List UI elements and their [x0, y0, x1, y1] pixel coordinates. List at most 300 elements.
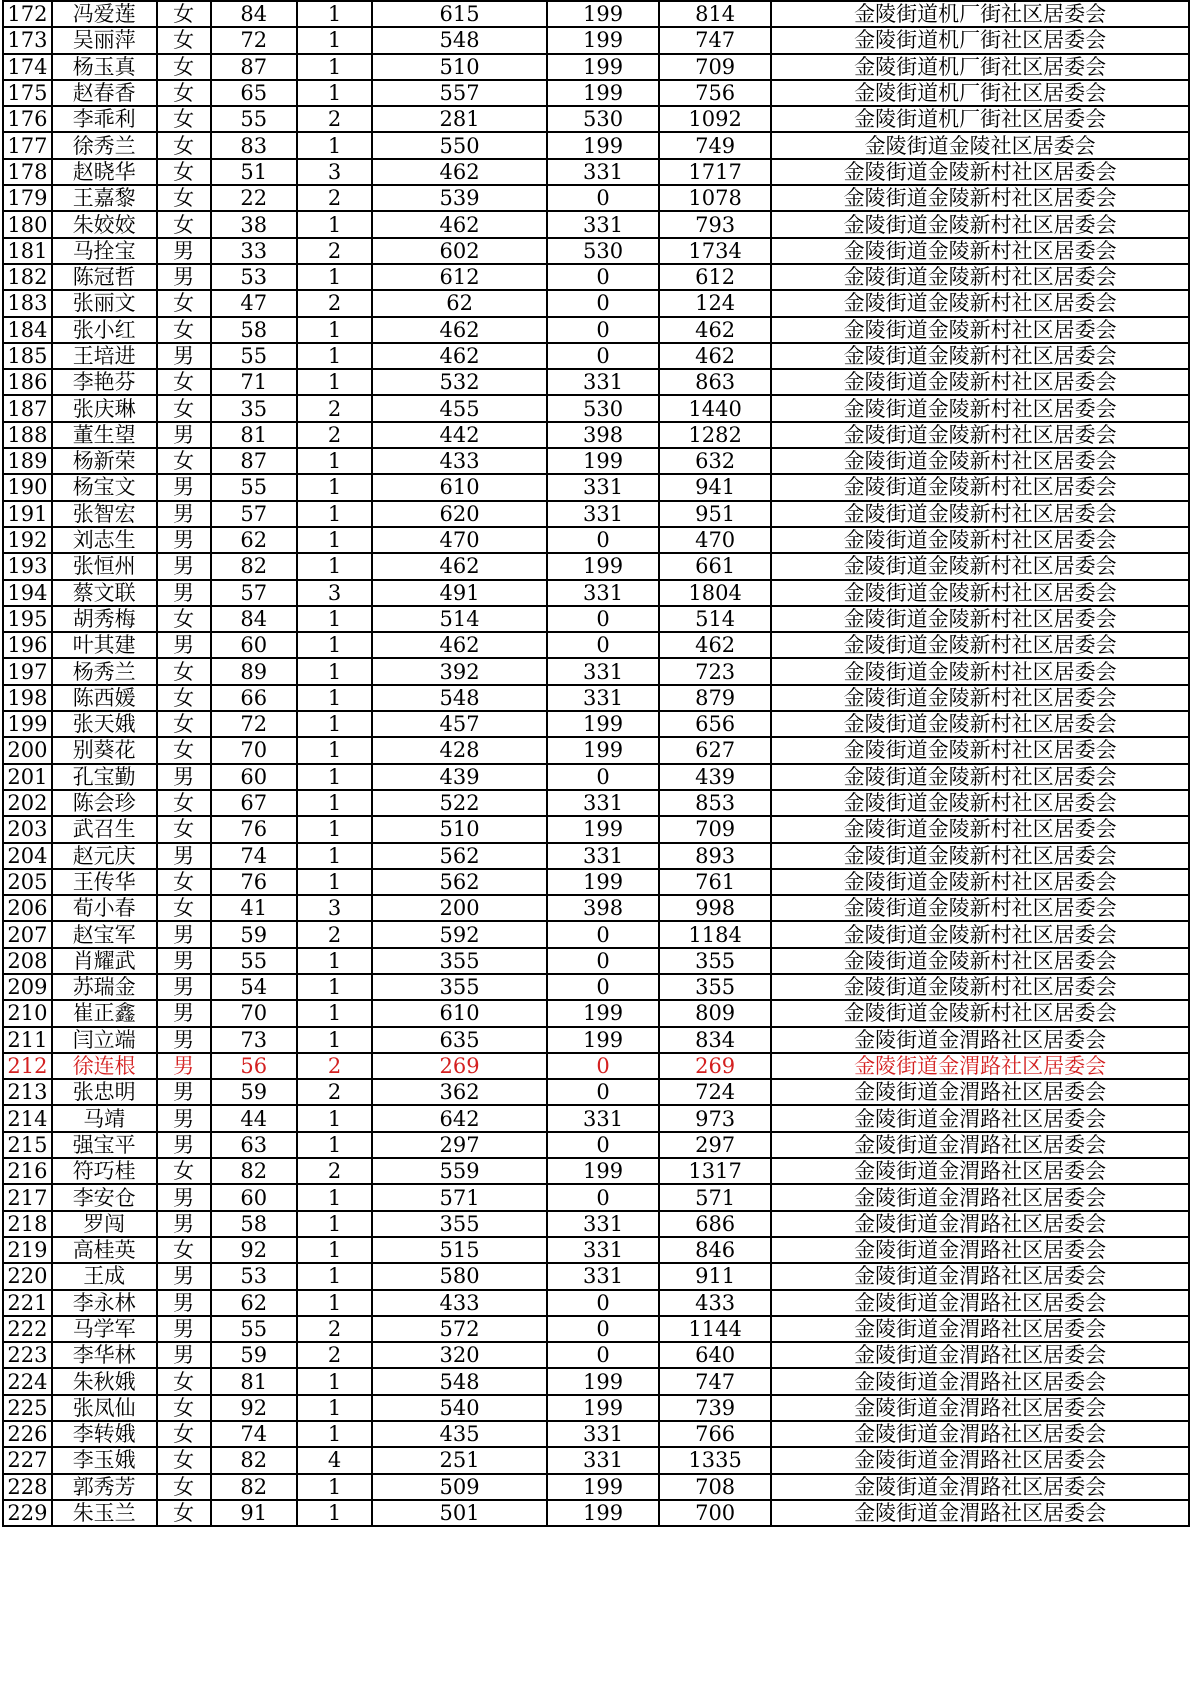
- age-cell: 55: [211, 1316, 297, 1342]
- age-cell: 70: [211, 737, 297, 763]
- community-cell: 金陵街道金渭路社区居委会: [771, 1500, 1189, 1526]
- age-cell: 56: [211, 1053, 297, 1079]
- total-cell: 632: [659, 448, 771, 474]
- table-row: [3, 1263, 1189, 1289]
- total-cell: 462: [659, 632, 771, 658]
- amount-cell: 462: [372, 553, 547, 579]
- age-cell: 83: [211, 132, 297, 158]
- community-cell: 金陵街道金陵社区居委会: [771, 132, 1189, 158]
- total-cell: 708: [659, 1474, 771, 1500]
- amount-cell: 539: [372, 185, 547, 211]
- row-number: 197: [3, 658, 52, 684]
- gender-cell: 女: [157, 106, 211, 132]
- subsidy-cell: 331: [547, 1105, 659, 1131]
- gender-cell: 女: [157, 132, 211, 158]
- community-cell: 金陵街道金陵新村社区居委会: [771, 290, 1189, 316]
- table-row: [3, 290, 1189, 316]
- total-cell: 355: [659, 948, 771, 974]
- table-row: [3, 1474, 1189, 1500]
- subsidy-cell: 199: [547, 1368, 659, 1394]
- subsidy-cell: 331: [547, 1211, 659, 1237]
- household-count-cell: 3: [297, 159, 372, 185]
- household-count-cell: 2: [297, 185, 372, 211]
- gender-cell: 女: [157, 1158, 211, 1184]
- subsidy-cell: 199: [547, 553, 659, 579]
- household-count-cell: 1: [297, 974, 372, 1000]
- row-number: 178: [3, 159, 52, 185]
- age-cell: 58: [211, 317, 297, 343]
- table-row: [3, 238, 1189, 264]
- amount-cell: 615: [372, 1, 547, 27]
- table-row: [3, 27, 1189, 53]
- amount-cell: 635: [372, 1027, 547, 1053]
- gender-cell: 女: [157, 685, 211, 711]
- name-cell: 李乖利: [52, 106, 157, 132]
- community-cell: 金陵街道金陵新村社区居委会: [771, 948, 1189, 974]
- community-cell: 金陵街道金陵新村社区居委会: [771, 711, 1189, 737]
- name-cell: 罗闯: [52, 1211, 157, 1237]
- gender-cell: 女: [157, 80, 211, 106]
- table-row: [3, 974, 1189, 1000]
- table-row: [3, 474, 1189, 500]
- gender-cell: 女: [157, 790, 211, 816]
- table-row: [3, 264, 1189, 290]
- table-row: [3, 685, 1189, 711]
- gender-cell: 男: [157, 921, 211, 947]
- gender-cell: 女: [157, 369, 211, 395]
- subsidy-cell: 0: [547, 1316, 659, 1342]
- household-count-cell: 1: [297, 369, 372, 395]
- gender-cell: 男: [157, 527, 211, 553]
- subsidy-cell: 331: [547, 211, 659, 237]
- subsidy-cell: 199: [547, 448, 659, 474]
- table-row: [3, 553, 1189, 579]
- age-cell: 82: [211, 1447, 297, 1473]
- subsidy-cell: 0: [547, 343, 659, 369]
- subsidy-cell: 0: [547, 1342, 659, 1368]
- gender-cell: 女: [157, 1395, 211, 1421]
- community-cell: 金陵街道金陵新村社区居委会: [771, 580, 1189, 606]
- row-number: 219: [3, 1237, 52, 1263]
- name-cell: 李华林: [52, 1342, 157, 1368]
- table-row: [3, 54, 1189, 80]
- name-cell: 叶其建: [52, 632, 157, 658]
- row-number: 217: [3, 1184, 52, 1210]
- name-cell: 李转娥: [52, 1421, 157, 1447]
- subsidy-cell: 0: [547, 1079, 659, 1105]
- total-cell: 686: [659, 1211, 771, 1237]
- total-cell: 1144: [659, 1316, 771, 1342]
- community-cell: 金陵街道金渭路社区居委会: [771, 1237, 1189, 1263]
- row-number: 199: [3, 711, 52, 737]
- subsidy-cell: 331: [547, 159, 659, 185]
- community-cell: 金陵街道金渭路社区居委会: [771, 1027, 1189, 1053]
- amount-cell: 522: [372, 790, 547, 816]
- table-row: [3, 921, 1189, 947]
- community-cell: 金陵街道金陵新村社区居委会: [771, 843, 1189, 869]
- subsidy-cell: 199: [547, 1027, 659, 1053]
- row-number: 193: [3, 553, 52, 579]
- gender-cell: 男: [157, 632, 211, 658]
- subsidy-cell: 199: [547, 737, 659, 763]
- gender-cell: 女: [157, 895, 211, 921]
- row-number: 183: [3, 290, 52, 316]
- name-cell: 陈西媛: [52, 685, 157, 711]
- table-row: [3, 948, 1189, 974]
- gender-cell: 男: [157, 1027, 211, 1053]
- age-cell: 73: [211, 1027, 297, 1053]
- name-cell: 赵宝军: [52, 921, 157, 947]
- subsidy-cell: 199: [547, 816, 659, 842]
- name-cell: 武召生: [52, 816, 157, 842]
- name-cell: 郭秀芳: [52, 1474, 157, 1500]
- community-cell: 金陵街道金陵新村社区居委会: [771, 790, 1189, 816]
- table-row: [3, 632, 1189, 658]
- age-cell: 67: [211, 790, 297, 816]
- community-cell: 金陵街道金陵新村社区居委会: [771, 737, 1189, 763]
- table-row: [3, 211, 1189, 237]
- name-cell: 陈会珍: [52, 790, 157, 816]
- total-cell: 462: [659, 317, 771, 343]
- name-cell: 强宝平: [52, 1132, 157, 1158]
- table-row: [3, 132, 1189, 158]
- gender-cell: 女: [157, 711, 211, 737]
- subsidy-cell: 199: [547, 1395, 659, 1421]
- amount-cell: 571: [372, 1184, 547, 1210]
- amount-cell: 462: [372, 211, 547, 237]
- gender-cell: 女: [157, 211, 211, 237]
- amount-cell: 562: [372, 869, 547, 895]
- amount-cell: 439: [372, 764, 547, 790]
- total-cell: 1804: [659, 580, 771, 606]
- amount-cell: 550: [372, 132, 547, 158]
- gender-cell: 女: [157, 737, 211, 763]
- subsidy-cell: 331: [547, 1237, 659, 1263]
- table-row: [3, 711, 1189, 737]
- household-count-cell: 1: [297, 1263, 372, 1289]
- age-cell: 53: [211, 1263, 297, 1289]
- household-count-cell: 1: [297, 54, 372, 80]
- household-count-cell: 1: [297, 1211, 372, 1237]
- amount-cell: 642: [372, 1105, 547, 1131]
- age-cell: 81: [211, 1368, 297, 1394]
- amount-cell: 320: [372, 1342, 547, 1368]
- community-cell: 金陵街道金陵新村社区居委会: [771, 395, 1189, 421]
- name-cell: 赵春香: [52, 80, 157, 106]
- total-cell: 470: [659, 527, 771, 553]
- gender-cell: 男: [157, 1263, 211, 1289]
- household-count-cell: 1: [297, 1132, 372, 1158]
- household-count-cell: 2: [297, 238, 372, 264]
- name-cell: 张天娥: [52, 711, 157, 737]
- subsidy-cell: 0: [547, 764, 659, 790]
- row-number: 215: [3, 1132, 52, 1158]
- amount-cell: 62: [372, 290, 547, 316]
- household-count-cell: 1: [297, 816, 372, 842]
- household-count-cell: 1: [297, 764, 372, 790]
- row-number: 179: [3, 185, 52, 211]
- amount-cell: 392: [372, 658, 547, 684]
- table-row: [3, 1500, 1189, 1526]
- amount-cell: 462: [372, 343, 547, 369]
- subsidy-cell: 530: [547, 395, 659, 421]
- subsidy-cell: 331: [547, 501, 659, 527]
- row-number: 184: [3, 317, 52, 343]
- subsidy-cell: 331: [547, 1421, 659, 1447]
- subsidy-cell: 398: [547, 895, 659, 921]
- name-cell: 蔡文联: [52, 580, 157, 606]
- row-number: 181: [3, 238, 52, 264]
- total-cell: 723: [659, 658, 771, 684]
- subsidy-cell: 199: [547, 54, 659, 80]
- gender-cell: 女: [157, 317, 211, 343]
- subsidy-cell: 0: [547, 632, 659, 658]
- row-number: 220: [3, 1263, 52, 1289]
- total-cell: 998: [659, 895, 771, 921]
- community-cell: 金陵街道金陵新村社区居委会: [771, 185, 1189, 211]
- total-cell: 514: [659, 606, 771, 632]
- table-row: [3, 843, 1189, 869]
- gender-cell: 男: [157, 764, 211, 790]
- amount-cell: 548: [372, 1368, 547, 1394]
- table-row: [3, 790, 1189, 816]
- gender-cell: 女: [157, 1421, 211, 1447]
- age-cell: 60: [211, 1184, 297, 1210]
- gender-cell: 男: [157, 553, 211, 579]
- community-cell: 金陵街道金陵新村社区居委会: [771, 869, 1189, 895]
- total-cell: 834: [659, 1027, 771, 1053]
- community-cell: 金陵街道金陵新村社区居委会: [771, 553, 1189, 579]
- amount-cell: 602: [372, 238, 547, 264]
- amount-cell: 269: [372, 1053, 547, 1079]
- subsidy-cell: 199: [547, 1, 659, 27]
- age-cell: 91: [211, 1500, 297, 1526]
- age-cell: 33: [211, 238, 297, 264]
- age-cell: 55: [211, 343, 297, 369]
- total-cell: 1734: [659, 238, 771, 264]
- community-cell: 金陵街道金渭路社区居委会: [771, 1211, 1189, 1237]
- row-number: 226: [3, 1421, 52, 1447]
- total-cell: 739: [659, 1395, 771, 1421]
- name-cell: 马学军: [52, 1316, 157, 1342]
- community-cell: 金陵街道机厂街社区居委会: [771, 106, 1189, 132]
- age-cell: 72: [211, 711, 297, 737]
- amount-cell: 355: [372, 974, 547, 1000]
- amount-cell: 435: [372, 1421, 547, 1447]
- total-cell: 1335: [659, 1447, 771, 1473]
- amount-cell: 620: [372, 501, 547, 527]
- table-row: [3, 1132, 1189, 1158]
- gender-cell: 男: [157, 1211, 211, 1237]
- name-cell: 冯爱莲: [52, 1, 157, 27]
- household-count-cell: 1: [297, 843, 372, 869]
- age-cell: 89: [211, 658, 297, 684]
- row-number: 187: [3, 395, 52, 421]
- amount-cell: 532: [372, 369, 547, 395]
- total-cell: 951: [659, 501, 771, 527]
- community-cell: 金陵街道金陵新村社区居委会: [771, 317, 1189, 343]
- age-cell: 59: [211, 1079, 297, 1105]
- gender-cell: 男: [157, 238, 211, 264]
- table-row: [3, 1053, 1189, 1079]
- table-row: [3, 395, 1189, 421]
- amount-cell: 501: [372, 1500, 547, 1526]
- age-cell: 63: [211, 1132, 297, 1158]
- amount-cell: 455: [372, 395, 547, 421]
- gender-cell: 女: [157, 1, 211, 27]
- gender-cell: 男: [157, 1053, 211, 1079]
- household-count-cell: 1: [297, 264, 372, 290]
- name-cell: 李永林: [52, 1290, 157, 1316]
- subsidy-cell: 199: [547, 869, 659, 895]
- household-count-cell: 1: [297, 211, 372, 237]
- community-cell: 金陵街道金陵新村社区居委会: [771, 816, 1189, 842]
- gender-cell: 男: [157, 422, 211, 448]
- name-cell: 李安仓: [52, 1184, 157, 1210]
- row-number: 221: [3, 1290, 52, 1316]
- row-number: 211: [3, 1027, 52, 1053]
- amount-cell: 562: [372, 843, 547, 869]
- amount-cell: 433: [372, 448, 547, 474]
- community-cell: 金陵街道金陵新村社区居委会: [771, 159, 1189, 185]
- household-count-cell: 1: [297, 132, 372, 158]
- age-cell: 72: [211, 27, 297, 53]
- name-cell: 高桂英: [52, 1237, 157, 1263]
- household-count-cell: 2: [297, 395, 372, 421]
- gender-cell: 女: [157, 606, 211, 632]
- community-cell: 金陵街道金渭路社区居委会: [771, 1316, 1189, 1342]
- total-cell: 1184: [659, 921, 771, 947]
- row-number: 210: [3, 1000, 52, 1026]
- household-count-cell: 1: [297, 1290, 372, 1316]
- row-number: 207: [3, 921, 52, 947]
- age-cell: 74: [211, 843, 297, 869]
- name-cell: 符巧桂: [52, 1158, 157, 1184]
- household-count-cell: 1: [297, 658, 372, 684]
- age-cell: 44: [211, 1105, 297, 1131]
- subsidy-cell: 398: [547, 422, 659, 448]
- name-cell: 朱玉兰: [52, 1500, 157, 1526]
- community-cell: 金陵街道金陵新村社区居委会: [771, 238, 1189, 264]
- amount-cell: 510: [372, 816, 547, 842]
- table-row: [3, 422, 1189, 448]
- household-count-cell: 2: [297, 422, 372, 448]
- row-number: 208: [3, 948, 52, 974]
- name-cell: 吴丽萍: [52, 27, 157, 53]
- total-cell: 756: [659, 80, 771, 106]
- household-count-cell: 1: [297, 1105, 372, 1131]
- age-cell: 60: [211, 764, 297, 790]
- community-cell: 金陵街道金渭路社区居委会: [771, 1132, 1189, 1158]
- total-cell: 124: [659, 290, 771, 316]
- community-cell: 金陵街道金渭路社区居委会: [771, 1079, 1189, 1105]
- table-row: [3, 895, 1189, 921]
- table-row: [3, 1211, 1189, 1237]
- age-cell: 84: [211, 606, 297, 632]
- name-cell: 张庆琳: [52, 395, 157, 421]
- age-cell: 59: [211, 1342, 297, 1368]
- gender-cell: 女: [157, 159, 211, 185]
- total-cell: 269: [659, 1053, 771, 1079]
- amount-cell: 548: [372, 27, 547, 53]
- subsidy-cell: 199: [547, 1474, 659, 1500]
- subsidy-cell: 199: [547, 711, 659, 737]
- table-row: [3, 1342, 1189, 1368]
- household-count-cell: 1: [297, 1395, 372, 1421]
- row-number: 213: [3, 1079, 52, 1105]
- total-cell: 1317: [659, 1158, 771, 1184]
- table-row: [3, 317, 1189, 343]
- amount-cell: 580: [372, 1263, 547, 1289]
- total-cell: 462: [659, 343, 771, 369]
- table-row: [3, 501, 1189, 527]
- community-cell: 金陵街道金陵新村社区居委会: [771, 211, 1189, 237]
- subsidy-cell: 331: [547, 658, 659, 684]
- row-number: 202: [3, 790, 52, 816]
- row-number: 204: [3, 843, 52, 869]
- household-count-cell: 1: [297, 869, 372, 895]
- subsidy-cell: 199: [547, 27, 659, 53]
- amount-cell: 462: [372, 159, 547, 185]
- gender-cell: 男: [157, 843, 211, 869]
- amount-cell: 509: [372, 1474, 547, 1500]
- amount-cell: 470: [372, 527, 547, 553]
- gender-cell: 女: [157, 1368, 211, 1394]
- amount-cell: 251: [372, 1447, 547, 1473]
- gender-cell: 女: [157, 1237, 211, 1263]
- amount-cell: 510: [372, 54, 547, 80]
- total-cell: 846: [659, 1237, 771, 1263]
- household-count-cell: 2: [297, 1053, 372, 1079]
- row-number: 176: [3, 106, 52, 132]
- amount-cell: 612: [372, 264, 547, 290]
- table-row: [3, 1447, 1189, 1473]
- total-cell: 793: [659, 211, 771, 237]
- community-cell: 金陵街道金渭路社区居委会: [771, 1184, 1189, 1210]
- household-count-cell: 1: [297, 632, 372, 658]
- community-cell: 金陵街道金陵新村社区居委会: [771, 527, 1189, 553]
- name-cell: 肖耀武: [52, 948, 157, 974]
- total-cell: 911: [659, 1263, 771, 1289]
- row-number: 212: [3, 1053, 52, 1079]
- name-cell: 张智宏: [52, 501, 157, 527]
- row-number: 194: [3, 580, 52, 606]
- community-cell: 金陵街道金陵新村社区居委会: [771, 685, 1189, 711]
- table-row: [3, 106, 1189, 132]
- name-cell: 崔正鑫: [52, 1000, 157, 1026]
- total-cell: 627: [659, 737, 771, 763]
- table-row: [3, 1290, 1189, 1316]
- subsidy-cell: 0: [547, 948, 659, 974]
- gender-cell: 女: [157, 54, 211, 80]
- amount-cell: 514: [372, 606, 547, 632]
- subsidy-cell: 0: [547, 1184, 659, 1210]
- table-row: [3, 764, 1189, 790]
- community-cell: 金陵街道金陵新村社区居委会: [771, 448, 1189, 474]
- household-count-cell: 4: [297, 1447, 372, 1473]
- name-cell: 王成: [52, 1263, 157, 1289]
- total-cell: 700: [659, 1500, 771, 1526]
- name-cell: 杨玉真: [52, 54, 157, 80]
- age-cell: 60: [211, 632, 297, 658]
- name-cell: 赵元庆: [52, 843, 157, 869]
- household-count-cell: 1: [297, 343, 372, 369]
- household-count-cell: 2: [297, 1158, 372, 1184]
- community-cell: 金陵街道金陵新村社区居委会: [771, 264, 1189, 290]
- age-cell: 57: [211, 501, 297, 527]
- amount-cell: 428: [372, 737, 547, 763]
- gender-cell: 女: [157, 869, 211, 895]
